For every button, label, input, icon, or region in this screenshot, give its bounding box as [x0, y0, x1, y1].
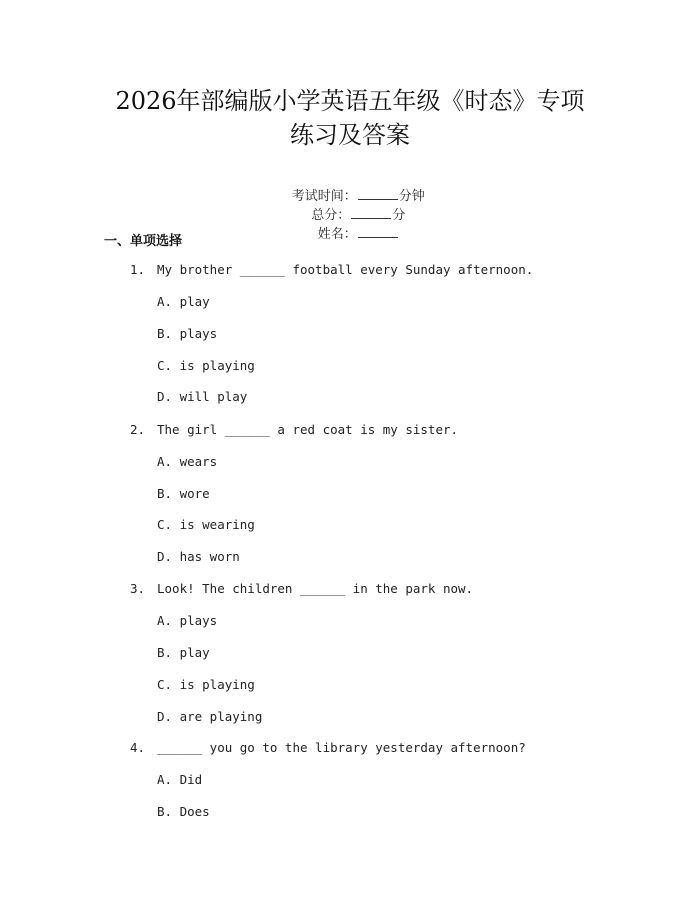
exam-score-field	[311, 204, 405, 223]
answer-option: C. is wearing	[157, 517, 255, 532]
answer-option: D. has worn	[157, 549, 240, 564]
document-title-line2: 练习及答案	[290, 121, 410, 149]
question-text: Look! The children ______ in the park now.	[157, 581, 474, 596]
question-number: 3.	[130, 581, 146, 596]
answer-option: B. wore	[157, 486, 210, 501]
student-name-field	[318, 223, 399, 242]
answer-option: D. will play	[157, 389, 248, 404]
document-title-line1: 2026年部编版小学英语五年级《时态》专项	[115, 87, 585, 115]
answer-option: A. play	[157, 294, 210, 309]
exam-time-label: 考试时间：	[291, 189, 357, 204]
question-number: 4.	[130, 740, 146, 755]
question-text: My brother ______ football every Sunday afternoon.	[157, 262, 534, 277]
exam-score-unit: 分	[392, 208, 406, 223]
answer-option: A. wears	[157, 454, 218, 469]
exam-time-field	[292, 185, 425, 204]
answer-option: D. are playing	[157, 709, 263, 724]
student-name-label: 姓名：	[317, 227, 357, 242]
question-number: 2.	[130, 422, 146, 437]
exam-time-blank	[358, 187, 398, 200]
exam-time-unit: 分钟	[398, 189, 425, 204]
section-title: 一、单项选择	[104, 234, 183, 249]
exam-score-label: 总分：	[311, 208, 351, 223]
question-number: 1.	[130, 262, 146, 277]
answer-option: C. is playing	[157, 358, 255, 373]
answer-option: C. is playing	[157, 677, 255, 692]
exam-score-blank	[351, 206, 391, 219]
answer-option: B. Does	[157, 804, 210, 819]
answer-option: A. plays	[157, 613, 218, 628]
answer-option: A. Did	[157, 772, 203, 787]
answer-option: B. play	[157, 645, 210, 660]
question-text: The girl ______ a red coat is my sister.	[157, 422, 459, 437]
answer-option: B. plays	[157, 326, 218, 341]
student-name-blank	[358, 225, 398, 238]
question-text: ______ you go to the library yesterday afternoon?	[157, 740, 526, 755]
